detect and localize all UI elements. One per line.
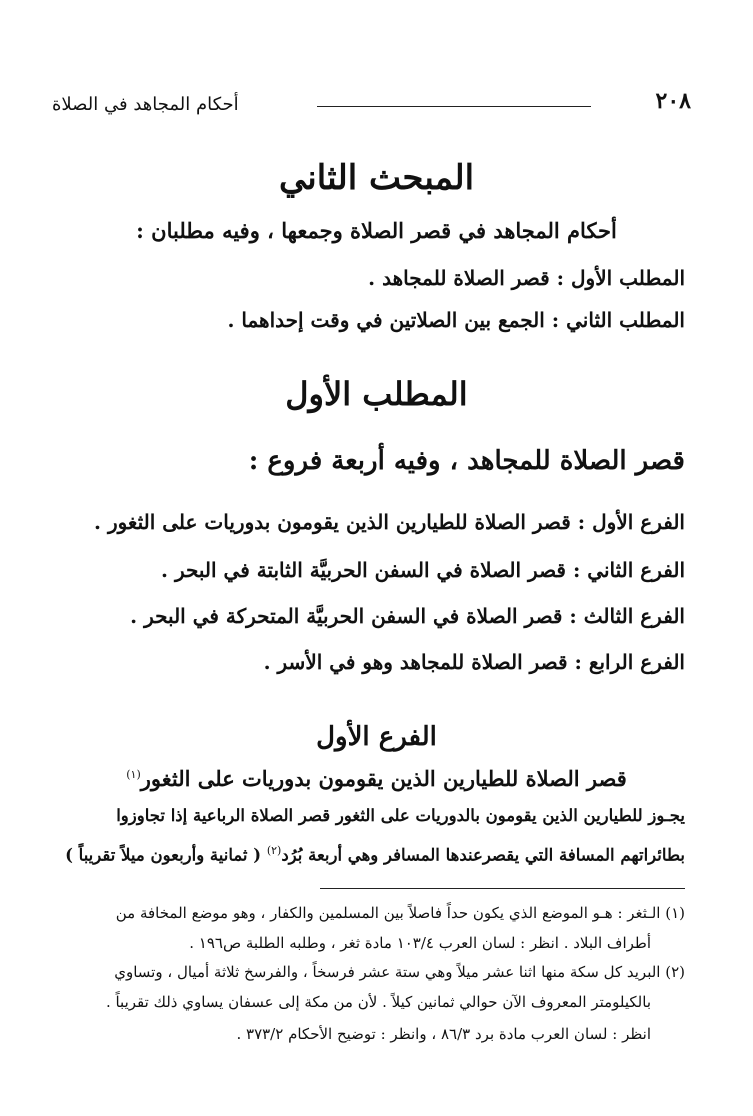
footnote-ref: (٢) [266,844,282,857]
branch-item: الفرع الثاني : قصر الصلاة في السفن الحربيَّة الثابتة في البحر . [161,558,685,582]
body-line: يجـوز للطيارين الذين يقومون بالدوريات على الثغور قصر الصلاة الرباعية إذا تجاوزوا [116,806,685,825]
intro-item: المطلب الثاني : الجمع بين الصلاتين في وقت إحداهما . [227,308,685,332]
section-title: المبحث الثاني [278,158,475,198]
header-rule [317,106,591,107]
page-number: ٢٠٨ [655,88,691,114]
branch-item: الفرع الأول : قصر الصلاة للطيارين الذين يقومون بدوريات على الثغور . [94,510,685,534]
branch-subtitle-text: قصر الصلاة للطيارين الذين يقومون بدوريات على الثغور [140,766,627,791]
page-header [52,88,691,128]
body-text: ( ثمانية وأربعون ميلاً تقريباً ) [65,845,262,865]
footnote-rule [320,888,685,889]
matlab-subtitle: قصر الصلاة للمجاهد ، وفيه أربعة فروع : [248,446,685,476]
body-text: بطائراتهم المسافة التي يقصرعندها المسافر وهي أربعة بُرُد [281,845,685,865]
matlab-title: المطلب الأول [285,375,468,413]
footnote-line: بالكيلومتر المعروف الآن حوالي ثمانين كيلاً . لأن من مكة إلى عسفان يساوي ذلك تقريباً . [105,993,651,1011]
branch-title: الفرع الأول [316,722,437,752]
footnote-line: (٢) البريد كل سكة منها اثنا عشر ميلاً وهي ستة عشر فرسخاً ، والفرسخ ثلاثة أميال ، وتساوي [114,963,685,981]
footnote-line: (١) الـثغر : هـو الموضع الذي يكون حداً فاصلاً بين المسلمين والكفار ، وهو موضع المخافة من [115,904,685,922]
branch-subtitle [60,766,693,791]
footnote-ref: (١) [126,768,141,781]
branch-item: الفرع الرابع : قصر الصلاة للمجاهد وهو في الأسر . [263,650,685,674]
intro-item: المطلب الأول : قصر الصلاة للمجاهد . [368,266,685,290]
body-line [60,844,685,865]
section-subtitle: أحكام المجاهد في قصر الصلاة وجمعها ، وفيه مطلبان : [136,218,617,243]
branch-item: الفرع الثالث : قصر الصلاة في السفن الحربيَّة المتحركة في البحر . [130,604,685,628]
footnote-line: انظر : لسان العرب مادة برد ٨٦/٣ ، وانظر : توضيح الأحكام ٣٧٣/٢ . [236,1025,651,1043]
footnote-line: أطراف البلاد . انظر : لسان العرب ١٠٣/٤ مادة ثغر ، وطلبه الطلبة ص١٩٦ . [189,934,651,952]
running-title: أحكام المجاهد في الصلاة [52,94,239,115]
